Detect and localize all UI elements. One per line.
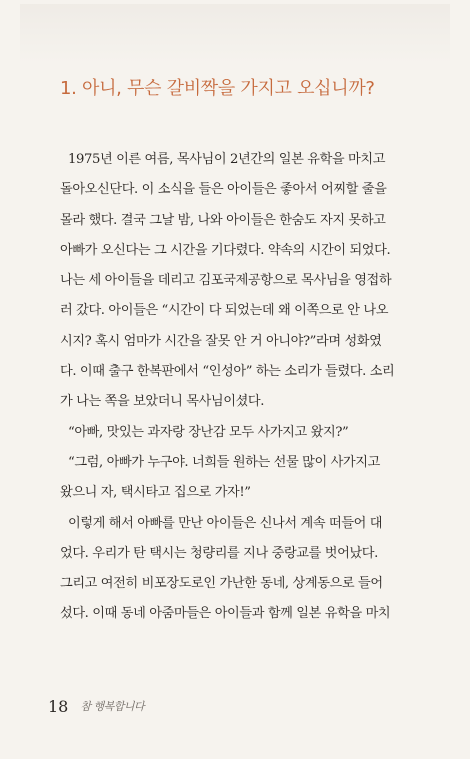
- text-line: 왔으니 자, 택시타고 집으로 가자!”: [60, 485, 251, 501]
- text-line: 다. 이때 출구 한복판에서 “인성아” 하는 소리가 들렸다. 소리: [60, 364, 395, 380]
- text-line: 아빠가 오신다는 그 시간을 기다렸다. 약속의 시간이 되었다.: [60, 242, 391, 258]
- text-line: 섰다. 이때 동네 아줌마들은 아이들과 함께 일본 유학을 마치: [60, 606, 391, 622]
- text-line: “아빠, 맛있는 과자랑 장난감 모두 사가지고 왔지?”: [68, 424, 349, 440]
- text-line: 나는 세 아이들을 데리고 김포국제공항으로 목사님을 영접하: [60, 273, 392, 289]
- body-text: [60, 145, 444, 630]
- text-line: 가 나는 쪽을 보았더니 목사님이셨다.: [60, 394, 265, 410]
- page-number: 18: [48, 696, 69, 716]
- text-line: 시지? 혹시 엄마가 시간을 잘못 안 거 아니야?”라며 성화였: [60, 333, 382, 349]
- text-line: 러 갔다. 아이들은 “시간이 다 되었는데 왜 이쪽으로 안 나오: [60, 303, 389, 319]
- show-through-text: [20, 4, 450, 64]
- text-line: 돌아오신단다. 이 소식을 들은 아이들은 좋아서 어찌할 줄을: [60, 182, 387, 198]
- text-line: 었다. 우리가 탄 택시는 청량리를 지나 중랑교를 벗어났다.: [60, 545, 378, 561]
- text-line: 그리고 여전히 비포장도로인 가난한 동네, 상계동으로 들어: [60, 576, 383, 592]
- text-line: 1975년 이른 여름, 목사님이 2년간의 일본 유학을 마치고: [68, 152, 386, 167]
- page-footer: [48, 691, 144, 721]
- text-line: 이렇게 해서 아빠를 만난 아이들은 신나서 계속 떠들어 대: [68, 515, 383, 531]
- text-line: 몰라 했다. 결국 그날 밤, 나와 아이들은 한숨도 자지 못하고: [60, 212, 386, 228]
- text-line: “그럼, 아빠가 누구야. 너희들 원하는 선물 많이 사가지고: [68, 454, 380, 470]
- book-logo: 참 행복합니다: [80, 700, 145, 713]
- chapter-title: 1. 아니, 무슨 갈비짝을 가지고 오십니까?: [60, 78, 375, 99]
